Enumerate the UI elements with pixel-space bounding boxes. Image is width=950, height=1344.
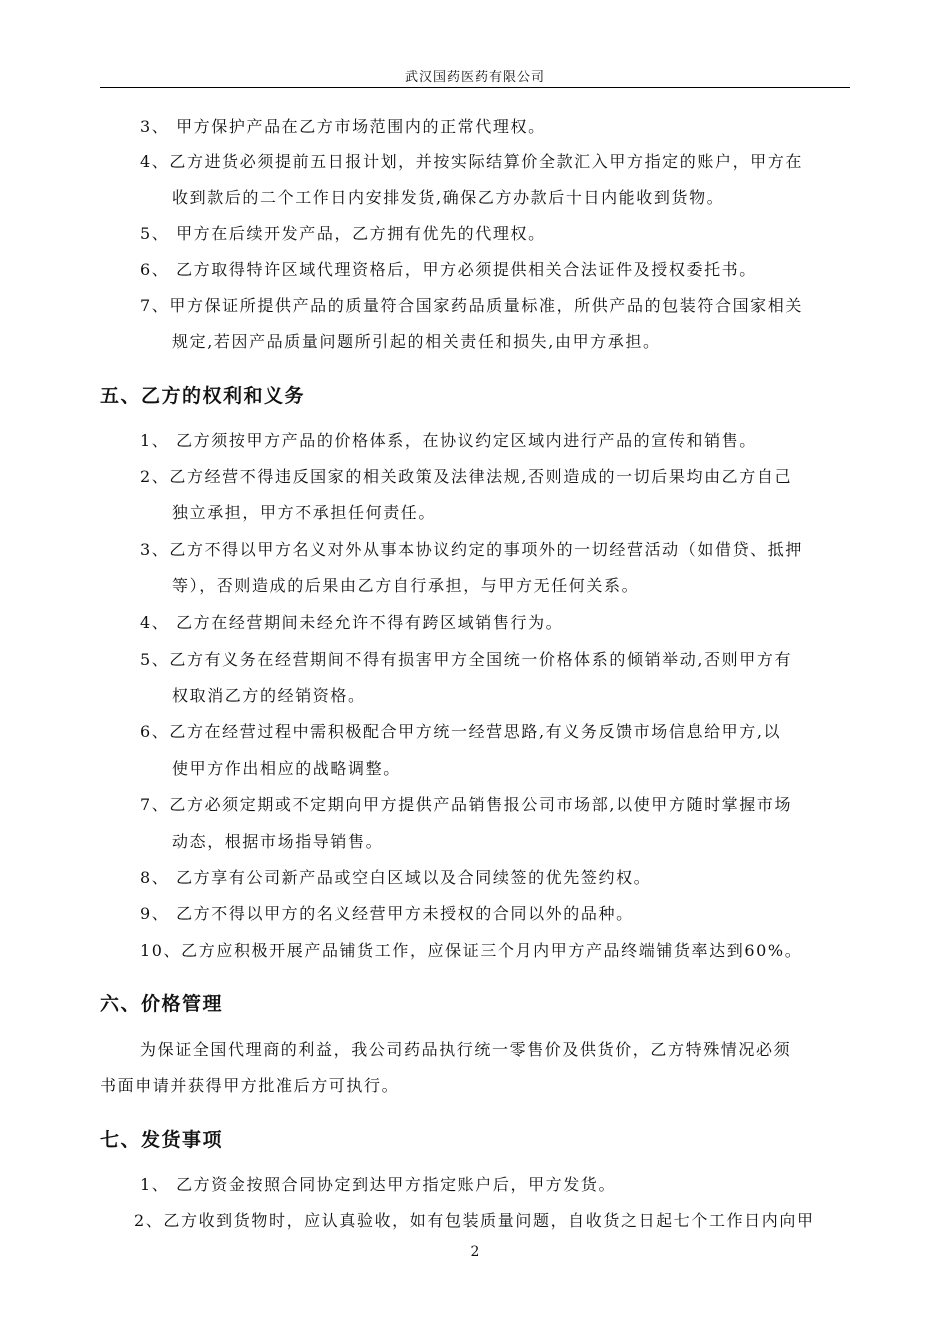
s7-item-2-line-1: 2、乙方收到货物时，应认真验收，如有包装质量问题，自收货之日起七个工作日内向甲	[134, 1211, 815, 1230]
s5-item-2-line-1: 2、乙方经营不得违反国家的相关政策及法律法规,否则造成的一切后果均由乙方自己	[140, 467, 793, 486]
s4-item-6: 6、 乙方取得特许区域代理资格后，甲方必须提供相关合法证件及授权委托书。	[140, 260, 757, 279]
s5-item-4: 4、 乙方在经营期间未经允许不得有跨区域销售行为。	[140, 613, 564, 632]
s4-item-3: 3、 甲方保护产品在乙方市场范围内的正常代理权。	[140, 117, 546, 136]
page-number: 2	[470, 1244, 480, 1260]
section-7-heading: 七、发货事项	[100, 1129, 224, 1151]
s5-item-6-line-2: 使甲方作出相应的战略调整。	[172, 759, 401, 778]
s5-item-7-line-1: 7、乙方必须定期或不定期向甲方提供产品销售报公司市场部,以使甲方随时掌握市场	[140, 795, 793, 814]
s5-item-1: 1、 乙方须按甲方产品的价格体系，在协议约定区域内进行产品的宣传和销售。	[140, 431, 757, 450]
s4-item-7-line-1: 7、甲方保证所提供产品的质量符合国家药品质量标准，所供产品的包装符合国家相关	[140, 296, 803, 315]
header-company-name: 武汉国药医药有限公司	[404, 70, 545, 85]
s6-paragraph-line-2: 书面申请并获得甲方批准后方可执行。	[100, 1076, 400, 1095]
s5-item-7-line-2: 动态，根据市场指导销售。	[172, 832, 384, 851]
s5-item-5-line-2: 权取消乙方的经销资格。	[172, 686, 366, 705]
s5-item-8: 8、 乙方享有公司新产品或空白区域以及合同续签的优先签约权。	[140, 868, 652, 887]
s5-item-9: 9、 乙方不得以甲方的名义经营甲方未授权的合同以外的品种。	[140, 904, 634, 923]
s5-item-5-line-1: 5、乙方有义务在经营期间不得有损害甲方全国统一价格体系的倾销举动,否则甲方有	[140, 650, 793, 669]
s7-item-1: 1、 乙方资金按照合同协定到达甲方指定账户后，甲方发货。	[140, 1175, 617, 1194]
s6-paragraph-line-1: 为保证全国代理商的利益，我公司药品执行统一零售价及供货价，乙方特殊情况必须	[140, 1040, 792, 1059]
s5-item-2-line-2: 独立承担，甲方不承担任何责任。	[172, 503, 437, 522]
s5-item-3-line-2: 等），否则造成的后果由乙方自行承担，与甲方无任何关系。	[172, 576, 640, 595]
s4-item-4-line-1: 4、乙方进货必须提前五日报计划，并按实际结算价全款汇入甲方指定的账户，甲方在	[140, 152, 803, 171]
s5-item-3-line-1: 3、乙方不得以甲方名义对外从事本协议约定的事项外的一切经营活动（如借贷、抵押	[140, 540, 803, 559]
s5-item-10: 10、乙方应积极开展产品铺货工作，应保证三个月内甲方产品终端铺货率达到60%。	[140, 941, 803, 960]
header-divider	[100, 87, 850, 88]
s4-item-4-line-2: 收到款后的二个工作日内安排发货,确保乙方办款后十日内能收到货物。	[172, 188, 725, 207]
section-6-heading: 六、价格管理	[100, 993, 224, 1015]
s4-item-7-line-2: 规定,若因产品质量问题所引起的相关责任和损失,由甲方承担。	[172, 332, 661, 351]
s5-item-6-line-1: 6、乙方在经营过程中需积极配合甲方统一经营思路,有义务反馈市场信息给甲方,以	[140, 722, 782, 741]
s4-item-5: 5、 甲方在后续开发产品，乙方拥有优先的代理权。	[140, 224, 546, 243]
section-5-heading: 五、乙方的权利和义务	[100, 385, 306, 407]
